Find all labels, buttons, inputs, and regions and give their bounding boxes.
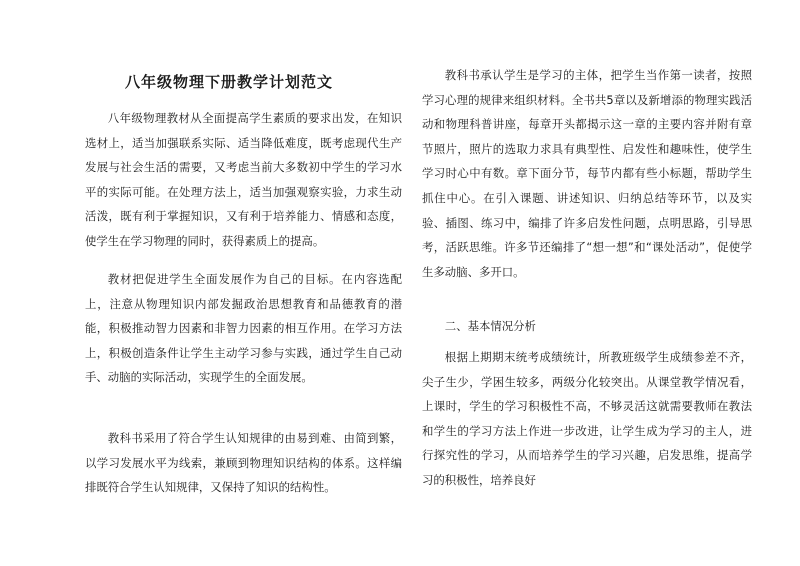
right-paragraph-2: 根据上期期末统考成绩统计，所教班级学生成绩参差不齐，尖子生少，学困生较多，两级分化较突出。从课堂教学情况看，上课时，学生的学习积极性不高，不够灵活这就需要教师在教法和学生的学习方法上作进一步改进，让学生成为学习的主人，进行探究性的学习，从而培养学生的学习兴趣，启发思维，提高学习的积极性，培养良好: [422, 350, 752, 487]
left-paragraph-3: 教科书采用了符合学生认知规律的由易到难、由简到繁，以学习发展水平为线索，兼顾到物理知识结构的体系。这样编排既符合学生认知规律，又保持了知识的结构性。: [85, 431, 402, 495]
document-title: 八年级物理下册教学计划范文: [125, 73, 334, 91]
left-paragraph-1: 八年级物理教材从全面提高学生素质的要求出发，在知识选材上，适当加强联系实际、适当降低难度，既考虑现代生产发展与社会生活的需要，又考虑当前大多数初中学生的学习水平的实际可能。在处理方法上，适当加强观察实验，力求生动活泼，既有利于掌握知识，又有利于培养能力、情感和态度，使学生在学习物理的同时，获得素质上的提高。: [85, 111, 402, 248]
left-paragraph-2: 教材把促进学生全面发展作为自己的目标。在内容选配上，注意从物理知识内部发掘政治思想教育和品德教育的潜能，积极推动智力因素和非智力因素的相互作用。在学习方法上，积极创造条件让学生主动学习参与实践，通过学生自己动手、动脑的实际活动，实现学生的全面发展。: [85, 272, 402, 385]
section-heading: 二、基本情况分析: [444, 319, 536, 333]
right-paragraph-1: 教科书承认学生是学习的主体，把学生当作第一读者，按照学习心理的规律来组织材料。全书共5章以及新增添的物理实践活动和物理科普讲座，每章开头都揭示这一章的主要内容并附有章节照片，照片的选取力求具有典型性、启发性和趣味性，使学生学习时心中有数。章下面分节，每节内都有些小标题，帮助学生抓住中心。在引入课题、讲述知识、归纳总结等环节，以及实验、插图、练习中，编排了许多启发性问题，点明思路，引导思考，活跃思维。许多节还编排了“想一想”和“课处活动”，促使学生多动脑、多开口。: [422, 68, 752, 279]
